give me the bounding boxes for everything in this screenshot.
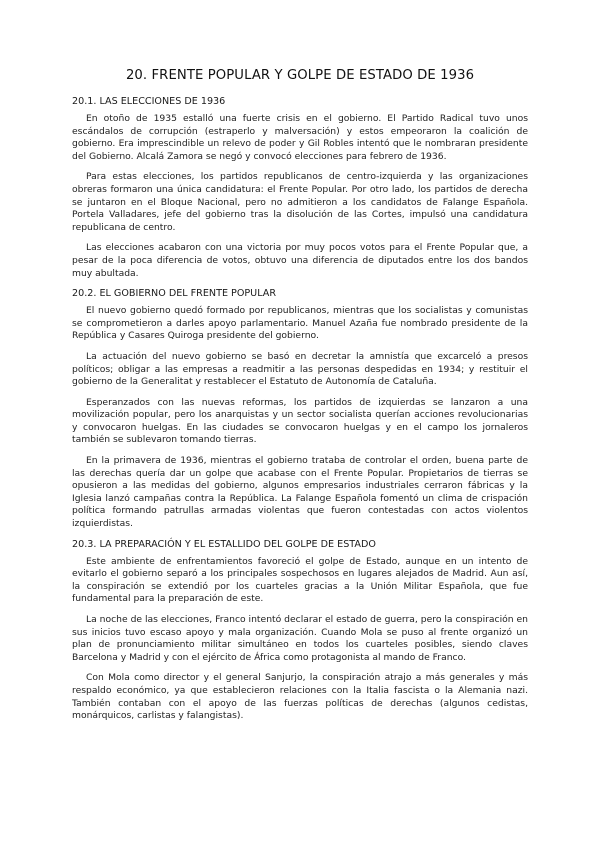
paragraph: El nuevo gobierno quedó formado por republicanos, mientras que los socialistas y comunistas se comprometieron a darles apoyo parlamentario. Manuel Azaña fue nombrado presidente de la República y Casares Quiroga presidente del gobierno. — [72, 305, 528, 342]
section-heading: 20.1. LAS ELECCIONES DE 1936 — [72, 96, 226, 107]
paragraph: Las elecciones acabaron con una victoria por muy pocos votos para el Frente Popular que, a pesar de la poca diferencia de votos, obtuvo una diferencia de diputados entre los dos bandos muy abultada. — [72, 242, 528, 279]
paragraph: La actuación del nuevo gobierno se basó en decretar la amnistía que excarceló a presos políticos; obligar a las empresas a readmitir a las personas despedidas en 1934; y restituir el gobierno de la Generalitat y restablecer el Estatuto de Autonomía de Cataluña. — [72, 350, 528, 388]
section-elecciones — [72, 96, 528, 280]
paragraph: En la primavera de 1936, mientras el gobierno trataba de controlar el orden, buena parte de las derechas quería dar un golpe que acabase con el Frente Popular. Propietarios de tierras se opusieron a las medidas del gobierno, algunos empresarios industriales cerraron fábricas y la Iglesia lanzó campañas contra la República. La Falange Española fomentó un clima de crispación política formando patrullas armadas violentas que fueron contestadas con actos violentos izquierdistas. — [72, 455, 528, 530]
section-heading: 20.3. LA PREPARACIÓN Y EL ESTALLIDO DEL GOLPE DE ESTADO — [72, 538, 376, 550]
section-golpe — [72, 539, 528, 723]
paragraph: En otoño de 1935 estalló una fuerte crisis en el gobierno. El Partido Radical tuvo unos escándalos de corrupción (estraperlo y malversación) y estos empeoraron la coalición de gobierno. Era imprescindible un relevo de poder y Gil Robles intentó que le nombraran presidente del Gobierno. Alcalá Zamora se negó y convocó elecciones para febrero de 1936. — [72, 113, 528, 162]
paragraph: Con Mola como director y el general Sanjurjo, la conspiración atrajo a más generales y más respaldo económico, ya que establecieron relaciones con la Italia fascista o la Alemania nazi. También contaban con el apoyo de las fuerzas políticas de derechas (algunos cedistas, monárquicos, carlistas y falangistas). — [72, 672, 528, 722]
page-title: 20. FRENTE POPULAR Y GOLPE DE ESTADO DE 1936 — [125, 68, 475, 83]
section-heading: 20.2. EL GOBIERNO DEL FRENTE POPULAR — [72, 288, 276, 300]
paragraph: Para estas elecciones, los partidos republicanos de centro-izquierda y las organizaciones obreras formaron una única candidatura: el Frente Popular. Por otro lado, los partidos de derecha se juntaron en el Bloque Nacional, pero no admitieron a los candidatos de Falange Española. Portela Valladares, jefe del gobierno tras la disolución de las Cortes, impulsó una candidatura republicana de centro. — [72, 171, 528, 233]
paragraph: Esperanzados con las nuevas reformas, los partidos de izquierdas se lanzaron a una movilización popular, pero los anarquistas y un sector socialista querían acciones revolucionarias y convocaron huelgas. En las ciudades se convocaron huelgas y en el campo los jornaleros también se sublevaron tomando tierras. — [72, 396, 528, 446]
section-gobierno — [72, 288, 528, 531]
paragraph: Este ambiente de enfrentamientos favoreció el golpe de Estado, aunque en un intento de evitarlo el gobierno separó a los principales sospechosos en lugares alejados de Madrid. Aun así, la conspiración se extendió por los cuarteles gracias a la Unión Militar Española, que fue fundamental para la preparación de este. — [72, 555, 528, 605]
paragraph: La noche de las elecciones, Franco intentó declarar el estado de guerra, pero la conspiración en sus inicios tuvo escaso apoyo y mala organización. Cuando Mola se puso al frente organizó un plan de pronunciamiento militar simultáneo en todos los cuarteles posibles, siendo claves Barcelona y Madrid y con el ejército de África como protagonista al mando de Franco. — [72, 614, 528, 663]
